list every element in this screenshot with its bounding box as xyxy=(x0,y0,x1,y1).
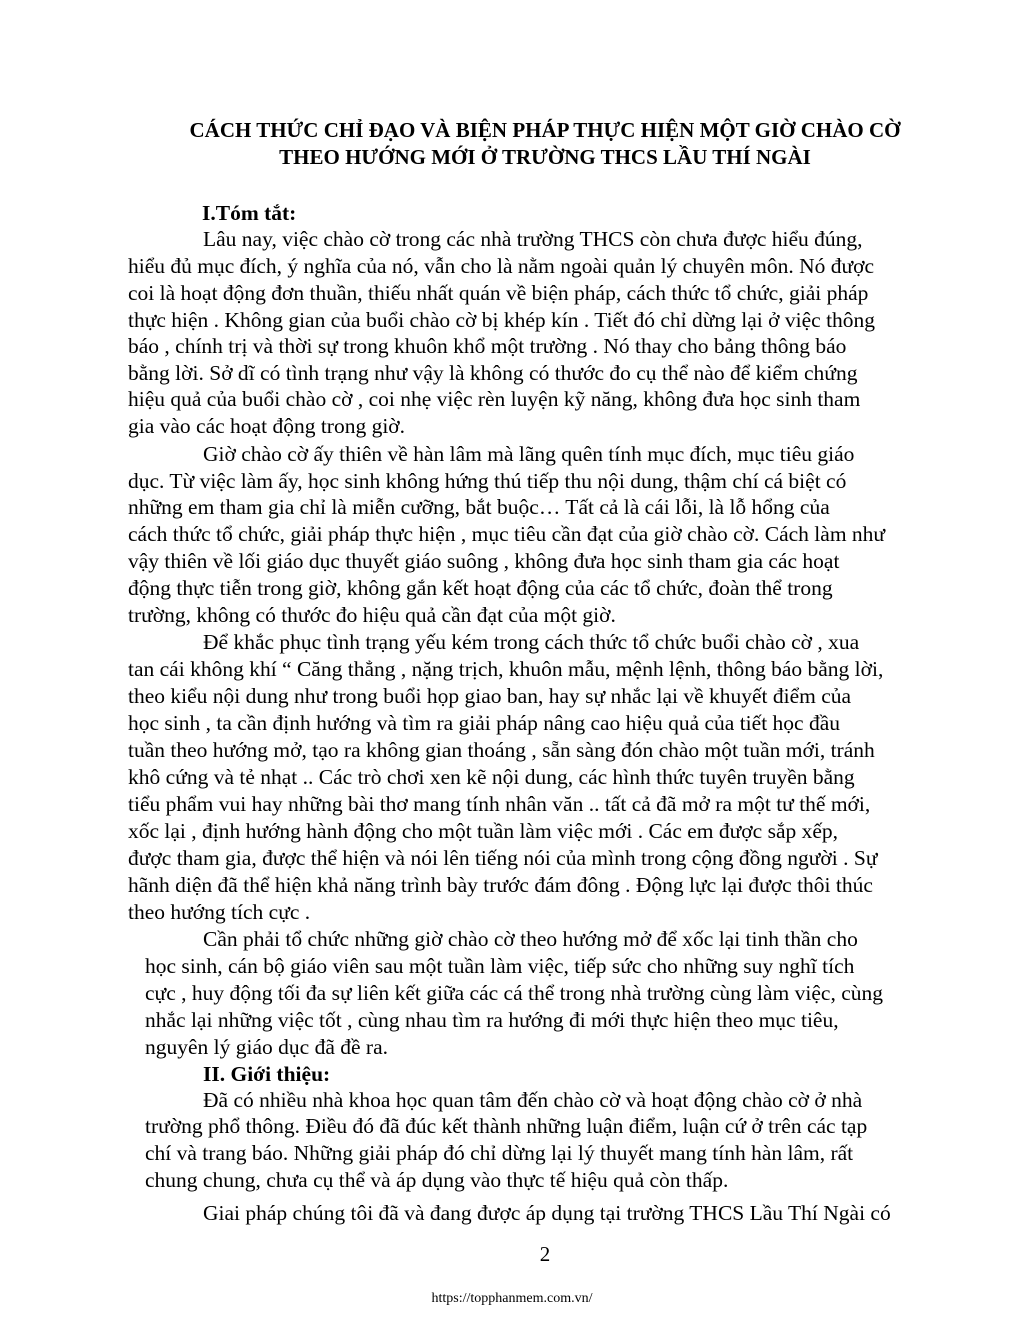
title-line-1: CÁCH THỨC CHỈ ĐẠO VÀ BIỆN PHÁP THỰC HIỆN MỘT GIỜ CHÀO CỜ xyxy=(189,118,901,142)
paragraph-line: học sinh , ta cần định hướng và tìm ra giải pháp nâng cao hiệu quả của tiết học đầu xyxy=(128,711,840,735)
paragraph-line: hiệu quả của buổi chào cờ , coi nhẹ việc rèn luyện kỹ năng, không đưa học sinh tham xyxy=(128,387,861,411)
paragraph-line: những em tham gia chỉ là miễn cưỡng, bắt buộc… Tất cả là cái lỗi, là lỗ hổng của xyxy=(128,495,830,519)
paragraph-line: thực hiện . Không gian của buổi chào cờ bị khép kín . Tiết đó chỉ dừng lại ở việc thông xyxy=(128,308,876,332)
paragraph-line: báo , chính trị và thời sự trong khuôn khổ một trường . Nó thay cho bảng thông báo xyxy=(128,334,847,358)
paragraph-line: cực , huy động tối đa sự liên kết giữa các cá thể trong nhà trường cùng làm việc, cùng xyxy=(145,981,883,1005)
paragraph-line: nguyên lý giáo dục đã đề ra. xyxy=(145,1035,388,1059)
paragraph-line: Đã có nhiều nhà khoa học quan tâm đến chào cờ và hoạt động chào cờ ở nhà xyxy=(203,1088,863,1112)
paragraph-line: động thực tiễn trong giờ, không gắn kết hoạt động của các tổ chức, đoàn thể trong xyxy=(128,576,833,600)
paragraph-line: học sinh, cán bộ giáo viên sau một tuần làm việc, tiếp sức cho những suy nghĩ tích xyxy=(145,954,855,978)
paragraph-line: trường, không có thước đo hiệu quả cần đạt của một giờ. xyxy=(128,603,616,627)
paragraph-line: Để khắc phục tình trạng yếu kém trong cách thức tổ chức buổi chào cờ , xua xyxy=(203,630,860,654)
paragraph-line: tuần theo hướng mở, tạo ra không gian thoáng , sẵn sàng đón chào một tuần mới, tránh xyxy=(128,738,875,762)
paragraph-line: khô cứng và tẻ nhạt .. Các trò chơi xen kẽ nội dung, các hình thức tuyên truyền bằng xyxy=(128,765,855,789)
paragraph-line: bằng lời. Sở dĩ có tình trạng như vậy là không có thước đo cụ thể nào để kiểm chứng xyxy=(128,361,858,385)
paragraph-line: gia vào các hoạt động trong giờ. xyxy=(128,414,406,438)
paragraph-line: được tham gia, được thể hiện và nói lên tiếng nói của mình trong cộng đồng người . Sự xyxy=(128,846,878,870)
paragraph-line: nhắc lại những việc tốt , cùng nhau tìm ra hướng đi mới thực hiện theo mục tiêu, xyxy=(145,1008,839,1032)
section-heading-summary: I.Tóm tắt: xyxy=(202,201,297,225)
paragraph-line: chung chung, chưa cụ thể và áp dụng vào thực tế hiệu quả còn thấp. xyxy=(145,1168,729,1192)
paragraph-line: tiểu phẩm vui hay những bài thơ mang tính nhân văn .. tất cả đã mở ra một tư thế mới, xyxy=(128,792,871,816)
paragraph-line: Lâu nay, việc chào cờ trong các nhà trường THCS còn chưa được hiểu đúng, xyxy=(203,227,863,251)
footer-url-link[interactable]: https://topphanmem.com.vn/ xyxy=(431,1291,593,1306)
paragraph-line: tan cái không khí “ Căng thẳng , nặng trịch, khuôn mẫu, mệnh lệnh, thông báo bằng lời, xyxy=(128,657,884,681)
paragraph-line: chí và trang báo. Những giải pháp đó chỉ dừng lại lý thuyết mang tính hàn lâm, rất xyxy=(145,1141,854,1165)
paragraph-line: hãnh diện đã thể hiện khả năng trình bày trước đám đông . Động lực lại được thôi thúc xyxy=(128,873,873,897)
section-heading-introduction: II. Giới thiệu: xyxy=(203,1062,331,1086)
title-line-2: THEO HƯỚNG MỚI Ở TRƯỜNG THCS LẦU THÍ NGÀI xyxy=(279,145,811,169)
paragraph-line: vậy thiên về lối giáo dục thuyết giáo suông , không đưa học sinh tham gia các hoạt xyxy=(128,549,840,573)
document-title xyxy=(100,117,990,171)
page-number: 2 xyxy=(539,1242,551,1266)
paragraph-line: theo hướng tích cực . xyxy=(128,900,311,924)
paragraph-line: Giai pháp chúng tôi đã và đang được áp dụng tại trường THCS Lầu Thí Ngài có xyxy=(203,1201,891,1225)
paragraph-line: trường phổ thông. Điều đó đã đúc kết thành những luận điểm, luận cứ ở trên các tạp xyxy=(145,1114,868,1138)
paragraph-line: cách thức tổ chức, giải pháp thực hiện , mục tiêu cần đạt của giờ chào cờ. Cách làm như xyxy=(128,522,886,546)
paragraph-line: Giờ chào cờ ấy thiên về hàn lâm mà lãng quên tính mục đích, mục tiêu giáo xyxy=(203,442,855,466)
paragraph-line: theo kiểu nội dung như trong buổi họp giao ban, hay sự nhắc lại về khuyết điểm của xyxy=(128,684,852,708)
paragraph-line: coi là hoạt động đơn thuần, thiếu nhất quán về biện pháp, cách thức tổ chức, giải pháp xyxy=(128,281,869,305)
paragraph-line: hiểu đủ mục đích, ý nghĩa của nó, vẫn cho là nằm ngoài quản lý chuyên môn. Nó được xyxy=(128,254,875,278)
paragraph-line: xốc lại , định hướng hành động cho một tuần làm việc mới . Các em được sắp xếp, xyxy=(128,819,839,843)
paragraph-line: Cần phải tổ chức những giờ chào cờ theo hướng mở để xốc lại tinh thần cho xyxy=(203,927,858,951)
paragraph-line: dục. Từ việc làm ấy, học sinh không hứng thú tiếp thu nội dung, thậm chí cá biệt có xyxy=(128,469,847,493)
